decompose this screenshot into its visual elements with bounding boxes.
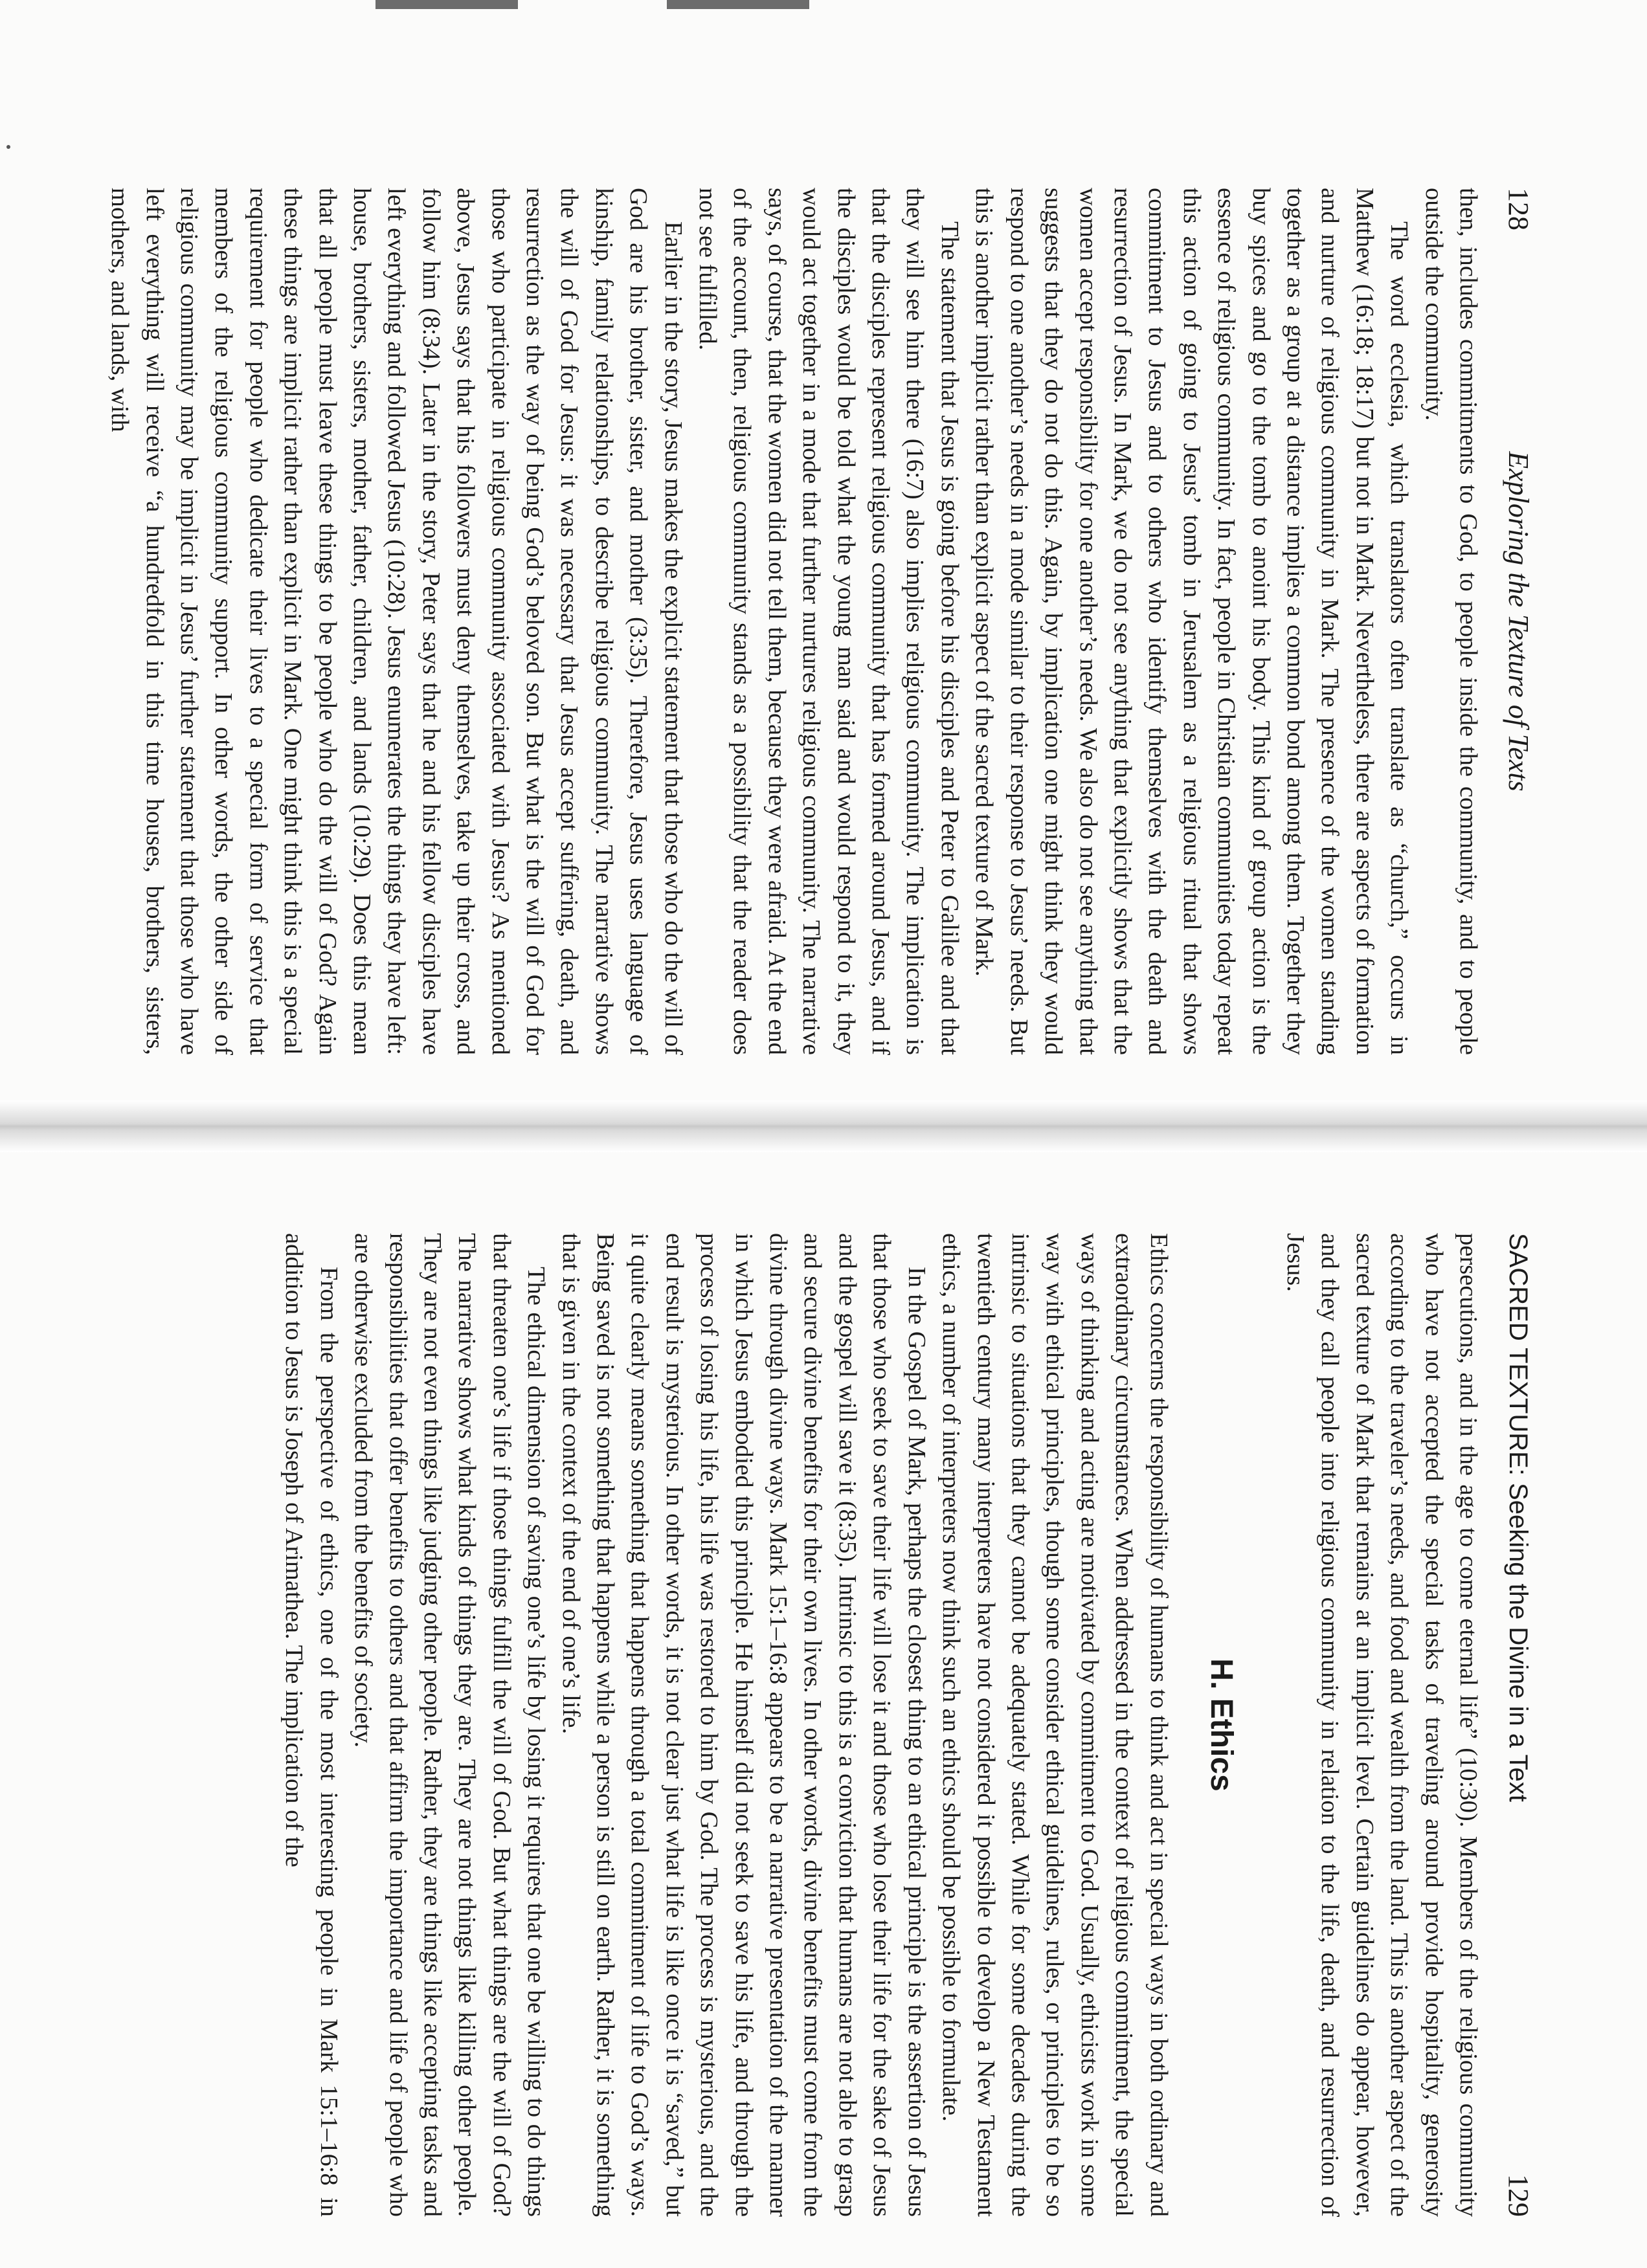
book-gutter xyxy=(0,1100,1647,1152)
paragraph: The statement that Jesus is going before his disciples and Peter to Galilee and that they will see him there (16:7) also implies religious community. The implication is that the disciples represent religious community that has formed around Jesus, and if the disciples would be told what the young man said and would respond to it, they would act together in a mode that further nurtures religious community. The narrative says, of course, that the women did not tell them, because they were afraid. At the end of the account, then, religious community stands as a possibility that the reader does not see fulfilled. xyxy=(694,188,963,1055)
scan-speck xyxy=(6,145,10,149)
running-header xyxy=(1489,188,1547,1055)
running-head-title: SACRED TEXTURE: Seeking the Divine in a Text xyxy=(1504,1233,1532,1802)
paragraph: Ethics concerns the responsibility of humans to think and act in special ways in both ordinary and extraordinary circumstances. When addressed in the context of religious commitment, the special ways of thinking and acting are motivated by commitment to God. Usually, ethicists work in some way with ethical principles, though some consider ethical guidelines, rules, or principles to be so intrinsic to situations that they cannot be adequately stated. While for some decades during the twentieth century many interpreters have not considered it possible to develop a New Testament ethics, a number of interpreters now think such an ethics should be possible to formulate. xyxy=(937,1233,1172,2217)
page-129 xyxy=(280,1233,1547,2217)
page-body xyxy=(276,1233,1485,2217)
paragraph: then, includes commitments to God, to people inside the community, and to people outside the community. xyxy=(1420,188,1482,1055)
edge-mark xyxy=(667,0,809,9)
paragraph: Earlier in the story, Jesus makes the explicit statement that those who do the will of God are his brother, sister, and mother (3:35). Therefore, Jesus uses language of kinship, family relationships, to describe religious community. The narrative shows the will of God for Jesus: it was necessary that Jesus accept suffering, death, and resurrection as the way of being God’s beloved son. But what is the will of God for those who participate in religious community associated with Jesus? As mentioned above, Jesus says that his followers must deny themselves, take up their cross, and follow him (8:34). Later in the story, Peter says that he and his fellow disciples have left everything and followed Jesus (10:28). Jesus enumerates the things they have left: house, brothers, sisters, mother, father, children, and lands (10:29). Does this mean that all people must leave these things to be people who do the will of God? Again these things are implicit rather than explicit in Mark. One might think this is a special requirement for people who dedicate their lives to a special form of service that members of the religious community support. In other words, the other side of religious community may be implicit in Jesus’ further statement that those who have left everything will receive “a hundredfold in this time houses, brothers, sisters, mothers, and lands, with xyxy=(106,188,687,1055)
paragraph: The ethical dimension of saving one’s life by losing it requires that one be willing to do things that threaten one’s life if those things fulfill the will of God. But what things are the will of God? The narrative shows what kinds of things they are. They are not things like killing other people. They are not even things like judging other people. Rather, they are things like accepting tasks and responsibilities that offer benefits to others and that affirm the importance and life of people who are otherwise excluded from the benefits of society. xyxy=(350,1233,550,2217)
page-128 xyxy=(106,188,1547,1055)
page-number: 128 xyxy=(1503,188,1534,230)
paragraph: The word ecclesia, which translators often translate as “church,” occurs in Matthew (16:18; 18:17) but not in Mark. Nevertheless, there are aspects of formation and nurture of religious community in Mark. The presence of the women standing together as a group at a distance implies a common bond among them. Together they buy spices and go to the tomb to anoint his body. This kind of group action is the essence of religious community. In fact, people in Christian communities today repeat this action of going to Jesus’ tomb in Jerusalem as a religious ritual that shows commitment to Jesus and to others who identify themselves with the death and resurrection of Jesus. In Mark, we do not see anything that explicitly shows that the women accept responsibility for one another’s needs. We also do not see anything that suggests that they do not do this. Again, by implication one might think they would respond to one another’s needs in a mode similar to their response to Jesus’ needs. But this is another implicit rather than explicit aspect of the sacred texture of Mark. xyxy=(970,188,1413,1055)
paragraph: In the Gospel of Mark, perhaps the closest thing to an ethical principle is the assertion of Jesus that those who seek to save their life will lose it and those who lose their life for the sake of Jesus and the gospel will save it (8:35). Intrinsic to this is a conviction that humans are not able to grasp and secure divine benefits for their own lives. In other words, divine benefits must come from the divine through divine ways. Mark 15:1–16:8 appears to be a narrative presentation of the manner in which Jesus embodied this principle. He himself did not seek to save his life, and through the process of losing his life, his life was restored to him by God. The process is mysterious, and the end result is mysterious. In other words, it is not clear just what life is like once it is “saved,” but it quite clearly means something that happens through a total commitment of life to God’s ways. Being saved is not something that happens while a person is still on earth. Rather, it is something that is given in the context of the end of one’s life. xyxy=(557,1233,930,2217)
paragraph: persecutions, and in the age to come eternal life” (10:30). Members of the religious community who have not accepted the special tasks of traveling around provide hospitality, generosity according to the traveler’s needs, and food and wealth from the land. This is another aspect of the sacred texture of Mark that remains at an implicit level. Certain guidelines do appear, however, and they call people into religious community in relation to the life, death, and resurrection of Jesus. xyxy=(1281,1233,1482,2217)
running-head-title: Exploring the Texture of Texts xyxy=(1503,451,1534,792)
page-body xyxy=(102,188,1485,1055)
section-heading: H. Ethics xyxy=(1204,1658,1238,1792)
page-number: 129 xyxy=(1503,2174,1534,2217)
paragraph: From the perspective of ethics, one of the most interesting people in Mark 15:1–16:8 in addition to Jesus is Joseph of Arimathea. The implication of the xyxy=(280,1233,342,2217)
running-header xyxy=(1489,1233,1547,2217)
edge-mark xyxy=(375,0,518,9)
